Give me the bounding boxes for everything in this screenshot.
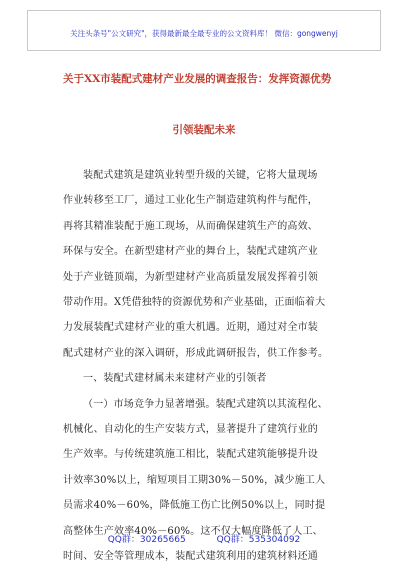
body-line: 时间、安全等管理成本，装配式建筑利用的建筑材料还通 <box>63 551 318 563</box>
body-line: 机械化、自动化的生产安装方式，显著提升了建筑行业的 <box>63 424 318 436</box>
document-body <box>63 163 363 570</box>
body-line: 处于产业链顶端，为新型建材产业高质量发展发挥着引领 <box>63 271 318 283</box>
body-line: 员需求40%－60%，降低施工伤亡比例50%以上，同时提 <box>63 500 326 512</box>
body-line: （一）市场竞争力显著增强。装配式建筑以其流程化、 <box>83 398 328 410</box>
body-line: 力发展装配式建材产业的重大机遇。近期，通过对全市装 <box>63 322 318 334</box>
footer-qq-group-2: QQ群：535304092 <box>216 535 301 545</box>
body-line: 再将其精准装配于施工现场，从而确保建筑生产的高效、 <box>63 220 318 232</box>
body-line: 作业转移至工厂，通过工业化生产制造建筑构件与配件， <box>63 195 318 207</box>
body-line: 配式建材产业的深入调研，形成此调研报告，供工作参考。 <box>63 347 329 359</box>
body-line: 生产效率。与传统建筑施工相比，装配式建筑能够提升设 <box>63 449 318 461</box>
body-line: 装配式建筑是建筑业转型升级的关键，它将大量现场 <box>83 170 318 181</box>
body-line: 高整体生产效率40%－60%。这不仅大幅度降低了人工、 <box>63 525 323 537</box>
header-banner-text: 关注头条号"公文研究"，获得最新最全最专业的公文资料库！ 微信：gongwenyj <box>70 28 338 38</box>
document-title-line-2: 引领装配未来 <box>172 124 236 136</box>
footer-qq-group-1: QQ群：30265665 <box>107 535 186 545</box>
footer <box>0 532 408 545</box>
body-line: 计效率30%以上，缩短项目工期30%－50%，减少施工人 <box>63 474 326 486</box>
document-title-line-1: 关于XX市装配式建材产业发展的调查报告：发挥资源优势 <box>63 73 332 85</box>
section-heading: 一、装配式建材属未来建材产业的引领者 <box>83 373 267 385</box>
body-line: 环保与安全。在新型建材产业的舞台上，装配式建筑产业 <box>63 246 318 258</box>
header-banner <box>0 0 408 60</box>
body-line: 带动作用。X凭借独特的资源优势和产业基础，正面临着大 <box>63 297 326 309</box>
header-box <box>27 10 381 51</box>
